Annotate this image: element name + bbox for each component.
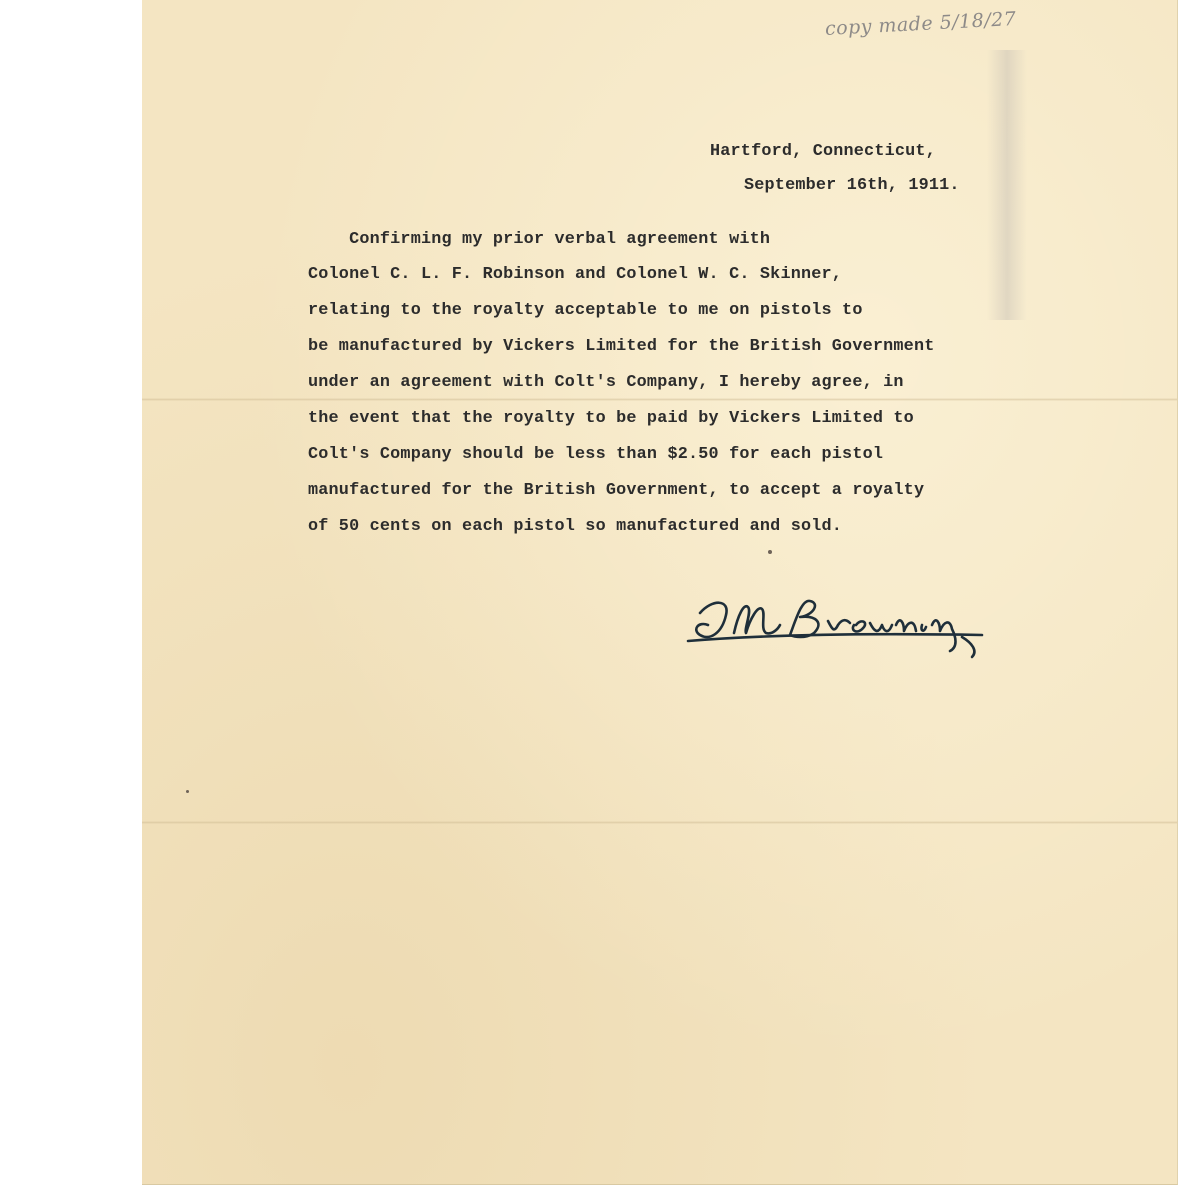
body-line: Colonel C. L. F. Robinson and Colonel W. C. Skinner, (308, 265, 843, 284)
handwritten-signature (682, 585, 992, 665)
body-line: Confirming my prior verbal agreement with (308, 230, 771, 249)
letter-page (142, 0, 1178, 1185)
ink-speck (186, 790, 189, 793)
ink-speck (768, 550, 772, 554)
body-line: relating to the royalty acceptable to me on pistols to (308, 301, 863, 320)
body-line: under an agreement with Colt's Company, I hereby agree, in (308, 373, 904, 392)
body-line: the event that the royalty to be paid by Vickers Limited to (308, 409, 914, 428)
body-line: of 50 cents on each pistol so manufactured and sold. (308, 517, 843, 536)
pencil-annotation: copy made 5/18/27 (824, 7, 1017, 40)
body-line: be manufactured by Vickers Limited for the British Government (308, 337, 935, 356)
letter-date: September 16th, 1911. (744, 176, 960, 195)
ink-bleed-through (987, 50, 1027, 320)
body-line: manufactured for the British Government, to accept a royalty (308, 481, 925, 500)
paper-fold-upper (142, 398, 1177, 401)
body-line: Colt's Company should be less than $2.50 for each pistol (308, 445, 884, 464)
letter-place: Hartford, Connecticut, (710, 142, 936, 161)
paper-fold-lower (142, 821, 1177, 824)
